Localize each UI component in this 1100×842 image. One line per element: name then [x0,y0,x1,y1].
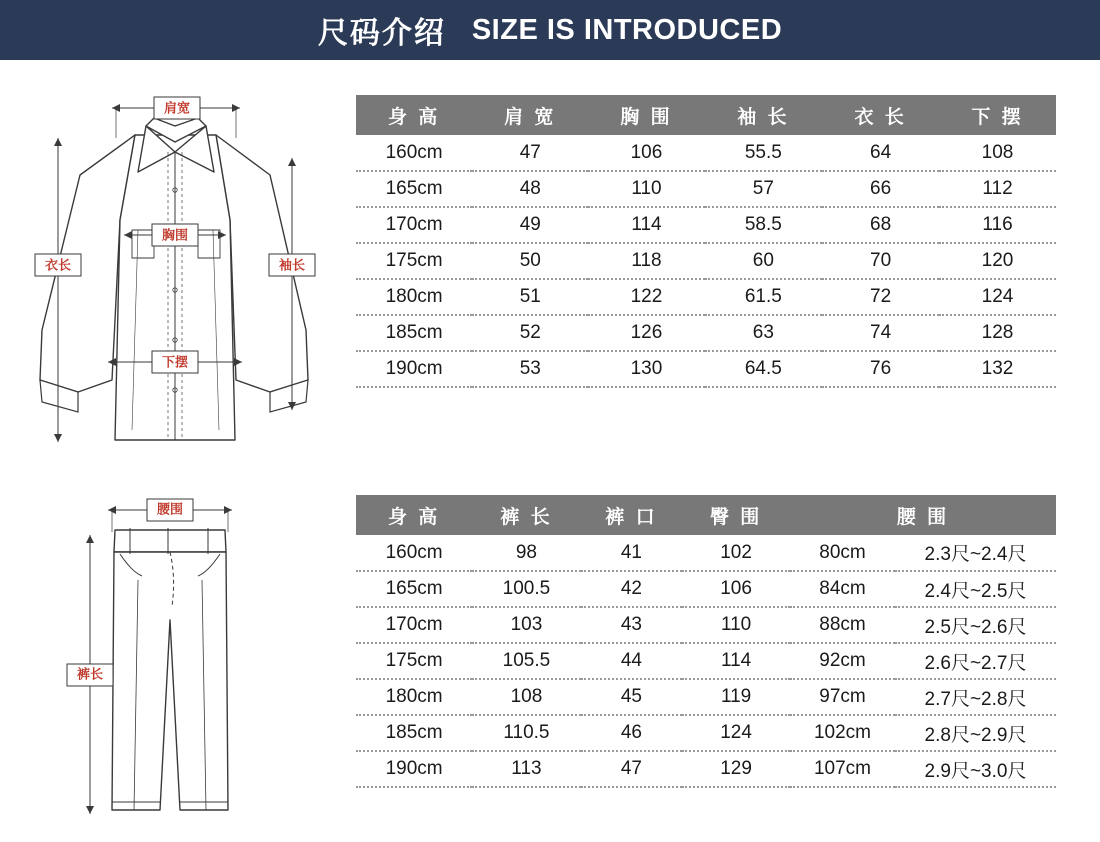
pants-label-length: 裤长 [76,666,104,682]
table-row [356,279,1056,315]
cell-cuff: 41 [581,535,683,571]
cell-length: 68 [822,207,939,243]
cell-chest: 114 [588,207,704,243]
cell-hip: 129 [682,751,790,787]
cell-height: 165cm [356,171,472,207]
cell-sleeve: 57 [705,171,823,207]
table-row [356,571,1056,607]
cell-cuff: 44 [581,643,683,679]
cell-length: 66 [822,171,939,207]
cell-length: 70 [822,243,939,279]
cell-hip: 102 [682,535,790,571]
cell-height: 185cm [356,315,472,351]
cell-height: 190cm [356,351,472,387]
cell-chest: 126 [588,315,704,351]
cell-sleeve: 64.5 [705,351,823,387]
cell-shoulder: 49 [472,207,588,243]
cell-shoulder: 51 [472,279,588,315]
table-row [356,751,1056,787]
content-area [0,60,1100,837]
cell-cuff: 47 [581,751,683,787]
shirt-label-chest: 胸围 [161,227,189,243]
cell-shoulder: 47 [472,135,588,171]
cell-sleeve: 55.5 [705,135,823,171]
table-row [356,207,1056,243]
pants-size-table-block [356,495,1056,788]
column-header: 裤 口 [581,495,683,535]
column-header: 肩 宽 [472,95,588,135]
cell-cuff: 42 [581,571,683,607]
cell-waist-cm: 92cm [790,643,895,679]
cell-height: 170cm [356,207,472,243]
cell-chest: 110 [588,171,704,207]
cell-height: 175cm [356,243,472,279]
cell-height: 180cm [356,279,472,315]
table-row [356,351,1056,387]
column-header: 臀 围 [682,495,790,535]
cell-cuff: 45 [581,679,683,715]
cell-waist-cm: 88cm [790,607,895,643]
page-title-cn: 尺码介绍 [317,17,446,50]
cell-sleeve: 58.5 [705,207,823,243]
page-title-en: SIZE IS INTRODUCED [471,13,783,46]
column-header: 胸 围 [588,95,704,135]
table-header-row [356,95,1056,135]
cell-pant-length: 108 [472,679,581,715]
shirt-size-table-block [356,95,1056,388]
pants-label-waist: 腰围 [156,501,184,517]
cell-waist-chi: 2.9尺~3.0尺 [895,751,1056,787]
cell-chest: 130 [588,351,704,387]
cell-pant-length: 113 [472,751,581,787]
cell-waist-chi: 2.7尺~2.8尺 [895,679,1056,715]
cell-chest: 122 [588,279,704,315]
shirt-label-shoulder: 肩宽 [163,100,191,116]
column-header: 腰 围 [790,495,1056,535]
shirt-diagram [20,80,330,480]
cell-hem: 132 [939,351,1056,387]
cell-pant-length: 98 [472,535,581,571]
cell-waist-cm: 102cm [790,715,895,751]
table-row [356,135,1056,171]
cell-hip: 119 [682,679,790,715]
shirt-size-table [356,95,1056,388]
table-row [356,715,1056,751]
cell-length: 64 [822,135,939,171]
cell-cuff: 43 [581,607,683,643]
cell-sleeve: 61.5 [705,279,823,315]
cell-waist-cm: 107cm [790,751,895,787]
cell-shoulder: 53 [472,351,588,387]
cell-height: 180cm [356,679,472,715]
cell-height: 160cm [356,135,472,171]
column-header: 身 高 [356,495,472,535]
cell-hem: 120 [939,243,1056,279]
cell-sleeve: 60 [705,243,823,279]
shirt-label-hem: 下摆 [161,354,189,370]
table-row [356,643,1056,679]
table-row [356,171,1056,207]
cell-waist-chi: 2.5尺~2.6尺 [895,607,1056,643]
cell-waist-chi: 2.6尺~2.7尺 [895,643,1056,679]
cell-hip: 110 [682,607,790,643]
cell-height: 175cm [356,643,472,679]
cell-chest: 118 [588,243,704,279]
column-header: 衣 长 [822,95,939,135]
cell-pant-length: 103 [472,607,581,643]
pants-diagram [60,480,320,837]
cell-height: 190cm [356,751,472,787]
table-row [356,679,1056,715]
cell-waist-cm: 84cm [790,571,895,607]
cell-length: 72 [822,279,939,315]
table-header-row [356,495,1056,535]
cell-hem: 124 [939,279,1056,315]
shirt-label-sleeve: 袖长 [278,257,306,273]
cell-pant-length: 100.5 [472,571,581,607]
cell-shoulder: 50 [472,243,588,279]
page-header [0,0,1100,60]
column-header: 下 摆 [939,95,1056,135]
cell-hem: 112 [939,171,1056,207]
cell-waist-cm: 80cm [790,535,895,571]
cell-pant-length: 110.5 [472,715,581,751]
cell-waist-chi: 2.3尺~2.4尺 [895,535,1056,571]
column-header: 裤 长 [472,495,581,535]
column-header: 身 高 [356,95,472,135]
cell-height: 160cm [356,535,472,571]
table-row [356,535,1056,571]
cell-hip: 106 [682,571,790,607]
table-row [356,243,1056,279]
cell-hem: 128 [939,315,1056,351]
table-row [356,607,1056,643]
cell-hem: 108 [939,135,1056,171]
cell-height: 185cm [356,715,472,751]
cell-height: 165cm [356,571,472,607]
cell-waist-cm: 97cm [790,679,895,715]
cell-hip: 124 [682,715,790,751]
cell-hem: 116 [939,207,1056,243]
column-header: 袖 长 [705,95,823,135]
cell-length: 76 [822,351,939,387]
cell-height: 170cm [356,607,472,643]
cell-sleeve: 63 [705,315,823,351]
cell-hip: 114 [682,643,790,679]
cell-shoulder: 52 [472,315,588,351]
cell-cuff: 46 [581,715,683,751]
cell-waist-chi: 2.8尺~2.9尺 [895,715,1056,751]
cell-chest: 106 [588,135,704,171]
shirt-label-length: 衣长 [44,257,72,273]
cell-shoulder: 48 [472,171,588,207]
cell-length: 74 [822,315,939,351]
pants-size-table [356,495,1056,788]
table-row [356,315,1056,351]
cell-waist-chi: 2.4尺~2.5尺 [895,571,1056,607]
cell-pant-length: 105.5 [472,643,581,679]
